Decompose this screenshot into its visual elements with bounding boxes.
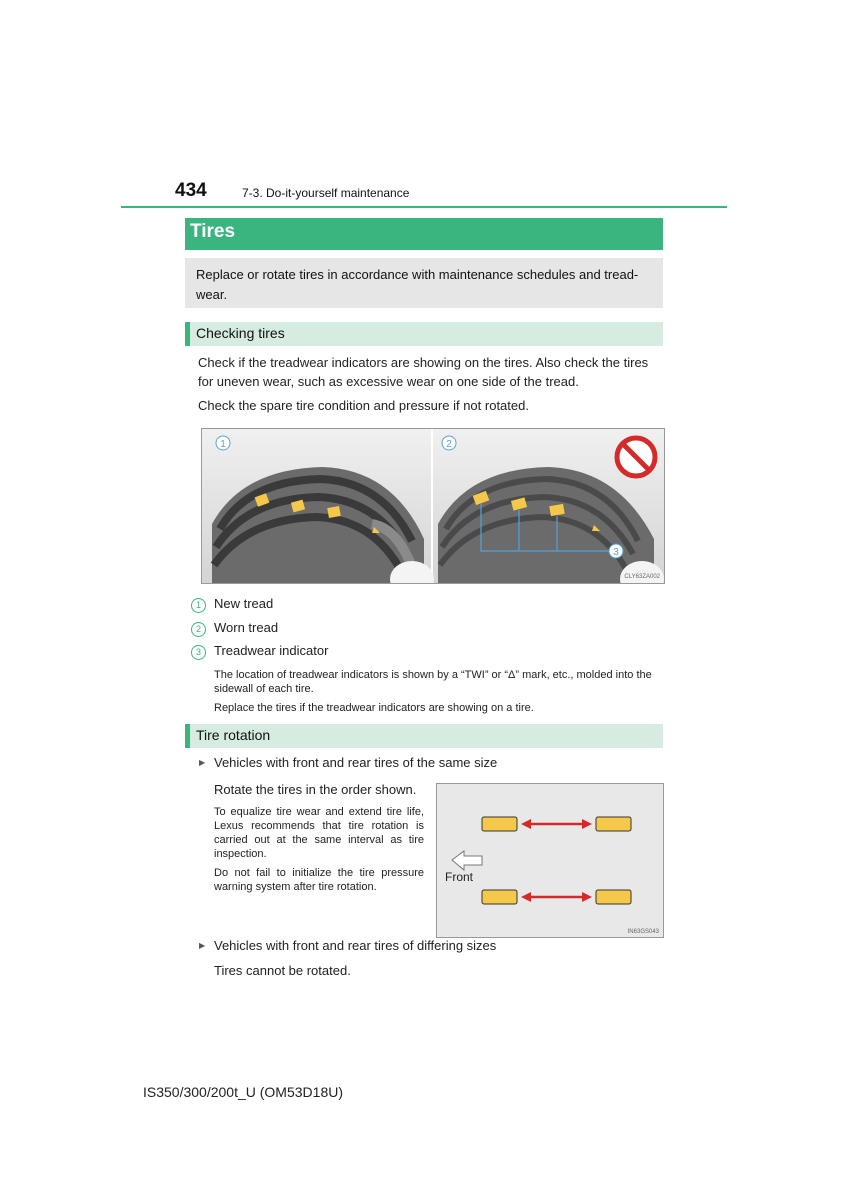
bullet-item xyxy=(199,938,619,956)
legend-number: 3 xyxy=(191,645,206,660)
figure-callout-3: 3 xyxy=(613,547,619,558)
checking-paragraph-2: Check the spare tire condition and pressure if not rotated. xyxy=(198,398,529,413)
checking-paragraph-1: Check if the treadwear indicators are showing on the tires. Also check the tires for uneven wear, such as excessive wear on one side of the tread. xyxy=(198,355,649,389)
legend-number: 2 xyxy=(191,622,206,637)
section-reference: 7-3. Do-it-yourself maintenance xyxy=(242,186,410,200)
legend-number: 1 xyxy=(191,598,206,613)
bullet-text: Vehicles with front and rear tires of the same size xyxy=(214,755,498,770)
legend-item xyxy=(191,596,491,614)
legend-text: Worn tread xyxy=(214,620,279,635)
bullet-item xyxy=(199,755,619,773)
rotation-note-1: To equalize tire wear and extend tire life, Lexus recommends that tire rotation is carried out at the same interval as tire inspection. xyxy=(214,806,424,860)
rotation-illustration xyxy=(437,784,663,937)
intro-box xyxy=(185,258,663,308)
legend-text: Treadwear indicator xyxy=(214,643,329,658)
tire-rotation-title: Tire rotation xyxy=(196,727,271,743)
legend-item xyxy=(191,643,491,661)
front-left-tire xyxy=(482,817,517,831)
figure-callout-2: 2 xyxy=(446,439,452,450)
rotation-diagram xyxy=(436,783,664,938)
figure-callout-1: 1 xyxy=(220,439,226,450)
page-number: 434 xyxy=(175,180,207,201)
bullet-triangle-icon: ▶ xyxy=(199,941,206,950)
treadwear-figure xyxy=(201,428,665,584)
checking-tires-heading xyxy=(185,322,663,346)
rotation-instruction: Rotate the tires in the order shown. xyxy=(214,782,417,797)
page-title-bar xyxy=(185,218,663,250)
footer-model-code: IS350/300/200t_U (OM53D18U) xyxy=(143,1084,343,1100)
front-right-tire xyxy=(596,817,631,831)
heading-accent-bar xyxy=(185,322,190,346)
front-label: Front xyxy=(445,870,474,884)
heading-accent-bar xyxy=(185,724,190,748)
checking-tires-title: Checking tires xyxy=(196,325,285,341)
legend-item xyxy=(191,620,491,638)
tire-rotation-heading xyxy=(185,724,663,748)
no-entry-icon xyxy=(617,438,655,476)
rotation-note-2: Do not fail to initialize the tire pressure warning system after tire rotation. xyxy=(214,867,424,893)
rear-right-tire xyxy=(596,890,631,904)
rear-left-tire xyxy=(482,890,517,904)
legend-text: New tread xyxy=(214,596,274,611)
header-divider xyxy=(121,206,727,208)
figure-code: IN63GS043 xyxy=(627,929,659,935)
treadwear-illustration xyxy=(202,429,664,583)
figure-code: CLY63ZA002 xyxy=(624,574,660,580)
bullet-triangle-icon: ▶ xyxy=(199,758,206,767)
treadwear-note-1: The location of treadwear indicators is shown by a “TWI” or “Δ” mark, etc., molded into the sidewall of each tire. xyxy=(214,669,652,695)
bullet-text: Vehicles with front and rear tires of differing sizes xyxy=(214,938,497,953)
intro-text: Replace or rotate tires in accordance with maintenance schedules and tread-wear. xyxy=(196,267,639,302)
rotation-limitation: Tires cannot be rotated. xyxy=(214,963,351,978)
page-title: Tires xyxy=(190,221,236,242)
treadwear-note-2: Replace the tires if the treadwear indicators are showing on a tire. xyxy=(214,702,534,714)
